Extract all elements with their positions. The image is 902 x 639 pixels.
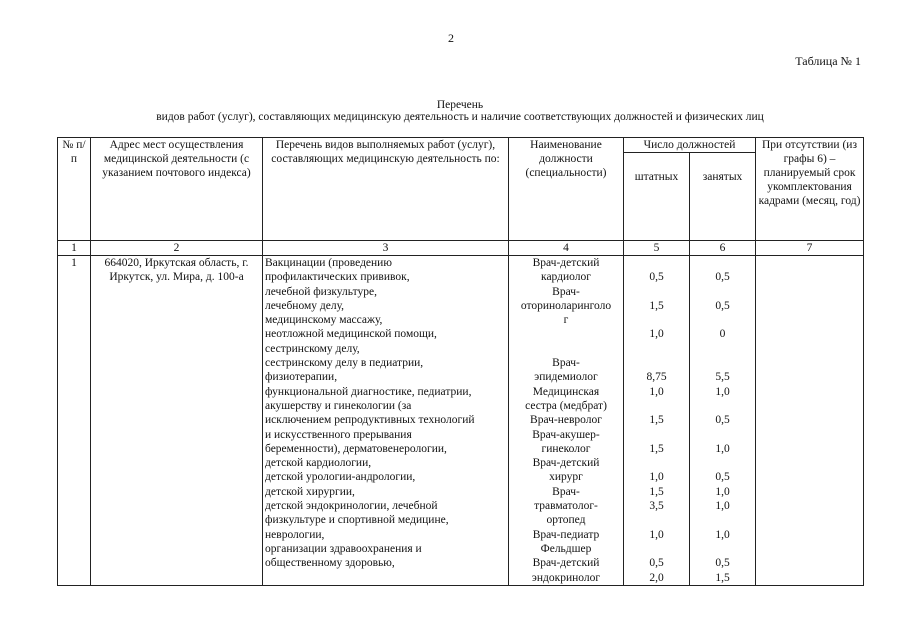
works-line: сестринскому делу, — [265, 342, 360, 355]
occupied-value — [692, 399, 753, 413]
column-number: 6 — [690, 241, 756, 256]
header-address: Адрес мест осуществления медицинской деятельности (с указанием почтового индекса) — [91, 138, 263, 241]
staff-value: 1,0 — [649, 528, 664, 541]
column-number: 3 — [263, 241, 509, 256]
works-line: физиотерапии, — [265, 371, 338, 384]
staff-value — [626, 285, 687, 299]
works-line: медицинскому массажу, — [265, 314, 383, 327]
staff-value: 1,0 — [649, 328, 664, 341]
position-line: Врач- — [552, 357, 580, 370]
occupied-value: 1,0 — [715, 442, 730, 455]
staff-value: 1,0 — [649, 385, 664, 398]
occupied-value: 1,5 — [715, 571, 730, 584]
column-number: 2 — [91, 241, 263, 256]
position-line: Врач-акушер- — [532, 428, 600, 441]
header-occupied — [690, 153, 756, 241]
position-line: Врач- — [552, 485, 580, 498]
staff-value: 3,5 — [649, 500, 664, 513]
row-absence — [756, 256, 864, 586]
position-line: хирург — [549, 471, 583, 484]
staff-value: 1,5 — [649, 414, 664, 427]
column-number: 4 — [509, 241, 624, 256]
staff-value: 1,5 — [649, 299, 664, 312]
staff-value — [626, 428, 687, 442]
header-works: Перечень видов выполняемых работ (услуг), составляющих медицинскую деятельность по: — [263, 138, 509, 241]
occupied-value: 1,0 — [715, 500, 730, 513]
occupied-value — [692, 256, 753, 270]
column-number: 1 — [58, 241, 91, 256]
staff-value — [626, 256, 687, 270]
header-count: Число должностей — [624, 138, 756, 153]
table-row — [58, 256, 864, 586]
occupied-value — [692, 285, 753, 299]
works-line: неотложной медицинской помощи, — [265, 328, 437, 341]
staff-value — [626, 456, 687, 470]
works-line: детской кардиологии, — [265, 457, 372, 470]
staffing-table — [57, 137, 864, 586]
position-line: Врач- — [552, 285, 580, 298]
occupied-value — [692, 542, 753, 556]
title-line-1: Перечень — [436, 99, 484, 111]
occupied-value: 0,5 — [715, 414, 730, 427]
row-works — [263, 256, 509, 586]
works-line: организации здравоохранения и — [265, 542, 422, 555]
occupied-value — [692, 356, 753, 370]
staff-value — [626, 399, 687, 413]
position-line — [511, 342, 621, 356]
position-line: Фельдшер — [540, 542, 592, 555]
works-line: общественному здоровью, — [265, 557, 395, 570]
staff-value — [626, 313, 687, 327]
header-position: Наименование должности (специальности) — [509, 138, 624, 241]
occupied-value: 1,0 — [715, 528, 730, 541]
column-number-row — [58, 241, 864, 256]
occupied-value: 1,0 — [715, 485, 730, 498]
staff-value — [626, 513, 687, 527]
works-line: детской урологии-андрологии, — [265, 471, 416, 484]
header-num: № п/п — [58, 138, 91, 241]
staff-value: 1,5 — [649, 485, 664, 498]
position-line: Врач-детский — [532, 457, 600, 470]
position-line: эпидемиолог — [534, 371, 598, 384]
staff-value — [626, 356, 687, 370]
occupied-value — [692, 513, 753, 527]
position-line: г — [563, 314, 569, 327]
occupied-value — [692, 456, 753, 470]
staff-value — [626, 542, 687, 556]
row-occupied — [690, 256, 756, 586]
occupied-value: 0 — [719, 328, 726, 341]
staff-value: 0,5 — [649, 271, 664, 284]
staff-value: 8,75 — [646, 371, 667, 384]
works-line: неврологии, — [265, 528, 325, 541]
position-line: эндокринолог — [531, 571, 601, 584]
position-line: ортопед — [546, 514, 586, 527]
works-line: лечебной физкультуре, — [265, 285, 377, 298]
staff-value: 1,0 — [649, 471, 664, 484]
works-line: и искусственного прерывания — [265, 428, 412, 441]
header-occupied-label: занятых — [702, 171, 743, 183]
occupied-value — [692, 428, 753, 442]
works-line: Вакцинации (проведению — [265, 257, 392, 269]
title-line-2: видов работ (услуг), составляющих медицинскую деятельность и наличие соответствующих должностей и физических лиц — [156, 111, 764, 123]
page-number: 2 — [448, 31, 454, 45]
works-line: беременности), дерматовенерологии, — [265, 442, 447, 455]
occupied-value: 0,5 — [715, 471, 730, 484]
occupied-value: 0,5 — [715, 271, 730, 284]
occupied-value: 1,0 — [715, 385, 730, 398]
header-absence: При отсутствии (из графы 6) – планируемый срок укомплектования кадрами (месяц, год) — [756, 138, 864, 241]
staff-value: 0,5 — [649, 557, 664, 570]
position-line — [511, 327, 621, 341]
position-line: Медицинская — [532, 385, 600, 398]
position-line: Врач-детский — [532, 557, 600, 570]
position-line: оториноларинголо — [520, 299, 612, 312]
occupied-value: 0,5 — [715, 557, 730, 570]
position-line: кардиолог — [541, 271, 591, 284]
works-line: акушерству и гинекологии (за — [265, 399, 412, 412]
position-line: Врач-невролог — [530, 414, 602, 427]
works-line: лечебному делу, — [265, 299, 345, 312]
staff-value: 1,5 — [649, 442, 664, 455]
row-address: 664020, Иркутская область, г. Иркутск, ул. Мира, д. 100-а — [91, 256, 263, 586]
column-number: 5 — [624, 241, 690, 256]
position-line: гинеколог — [541, 442, 591, 455]
table-header-row — [58, 138, 864, 153]
row-staff — [624, 256, 690, 586]
table-label: Таблица № 1 — [795, 54, 861, 68]
row-num: 1 — [58, 256, 91, 586]
works-line: детской эндокринологии, лечебной — [265, 500, 438, 513]
header-staff-label: штатных — [634, 171, 679, 183]
works-line: исключением репродуктивных технологий — [265, 414, 475, 427]
header-staff — [624, 153, 690, 241]
occupied-value: 5,5 — [715, 371, 730, 384]
position-line: травматолог- — [534, 500, 598, 513]
occupied-value — [692, 313, 753, 327]
works-line: детской хирургии, — [265, 485, 355, 498]
position-line: сестра (медбрат) — [525, 399, 607, 412]
occupied-value: 0,5 — [715, 299, 730, 312]
works-line: функциональной диагностике, педиатрии, — [265, 385, 472, 398]
staff-value: 2,0 — [649, 571, 664, 584]
position-line: Врач-детский — [532, 257, 600, 269]
row-positions — [509, 256, 624, 586]
occupied-value — [692, 342, 753, 356]
column-number: 7 — [756, 241, 864, 256]
staff-value — [626, 342, 687, 356]
works-line: сестринскому делу в педиатрии, — [265, 357, 424, 370]
document-title — [60, 99, 860, 123]
works-line: физкультуре и спортивной медицине, — [265, 514, 449, 527]
works-line: профилактических прививок, — [265, 271, 410, 284]
position-line: Врач-педиатр — [532, 528, 600, 541]
